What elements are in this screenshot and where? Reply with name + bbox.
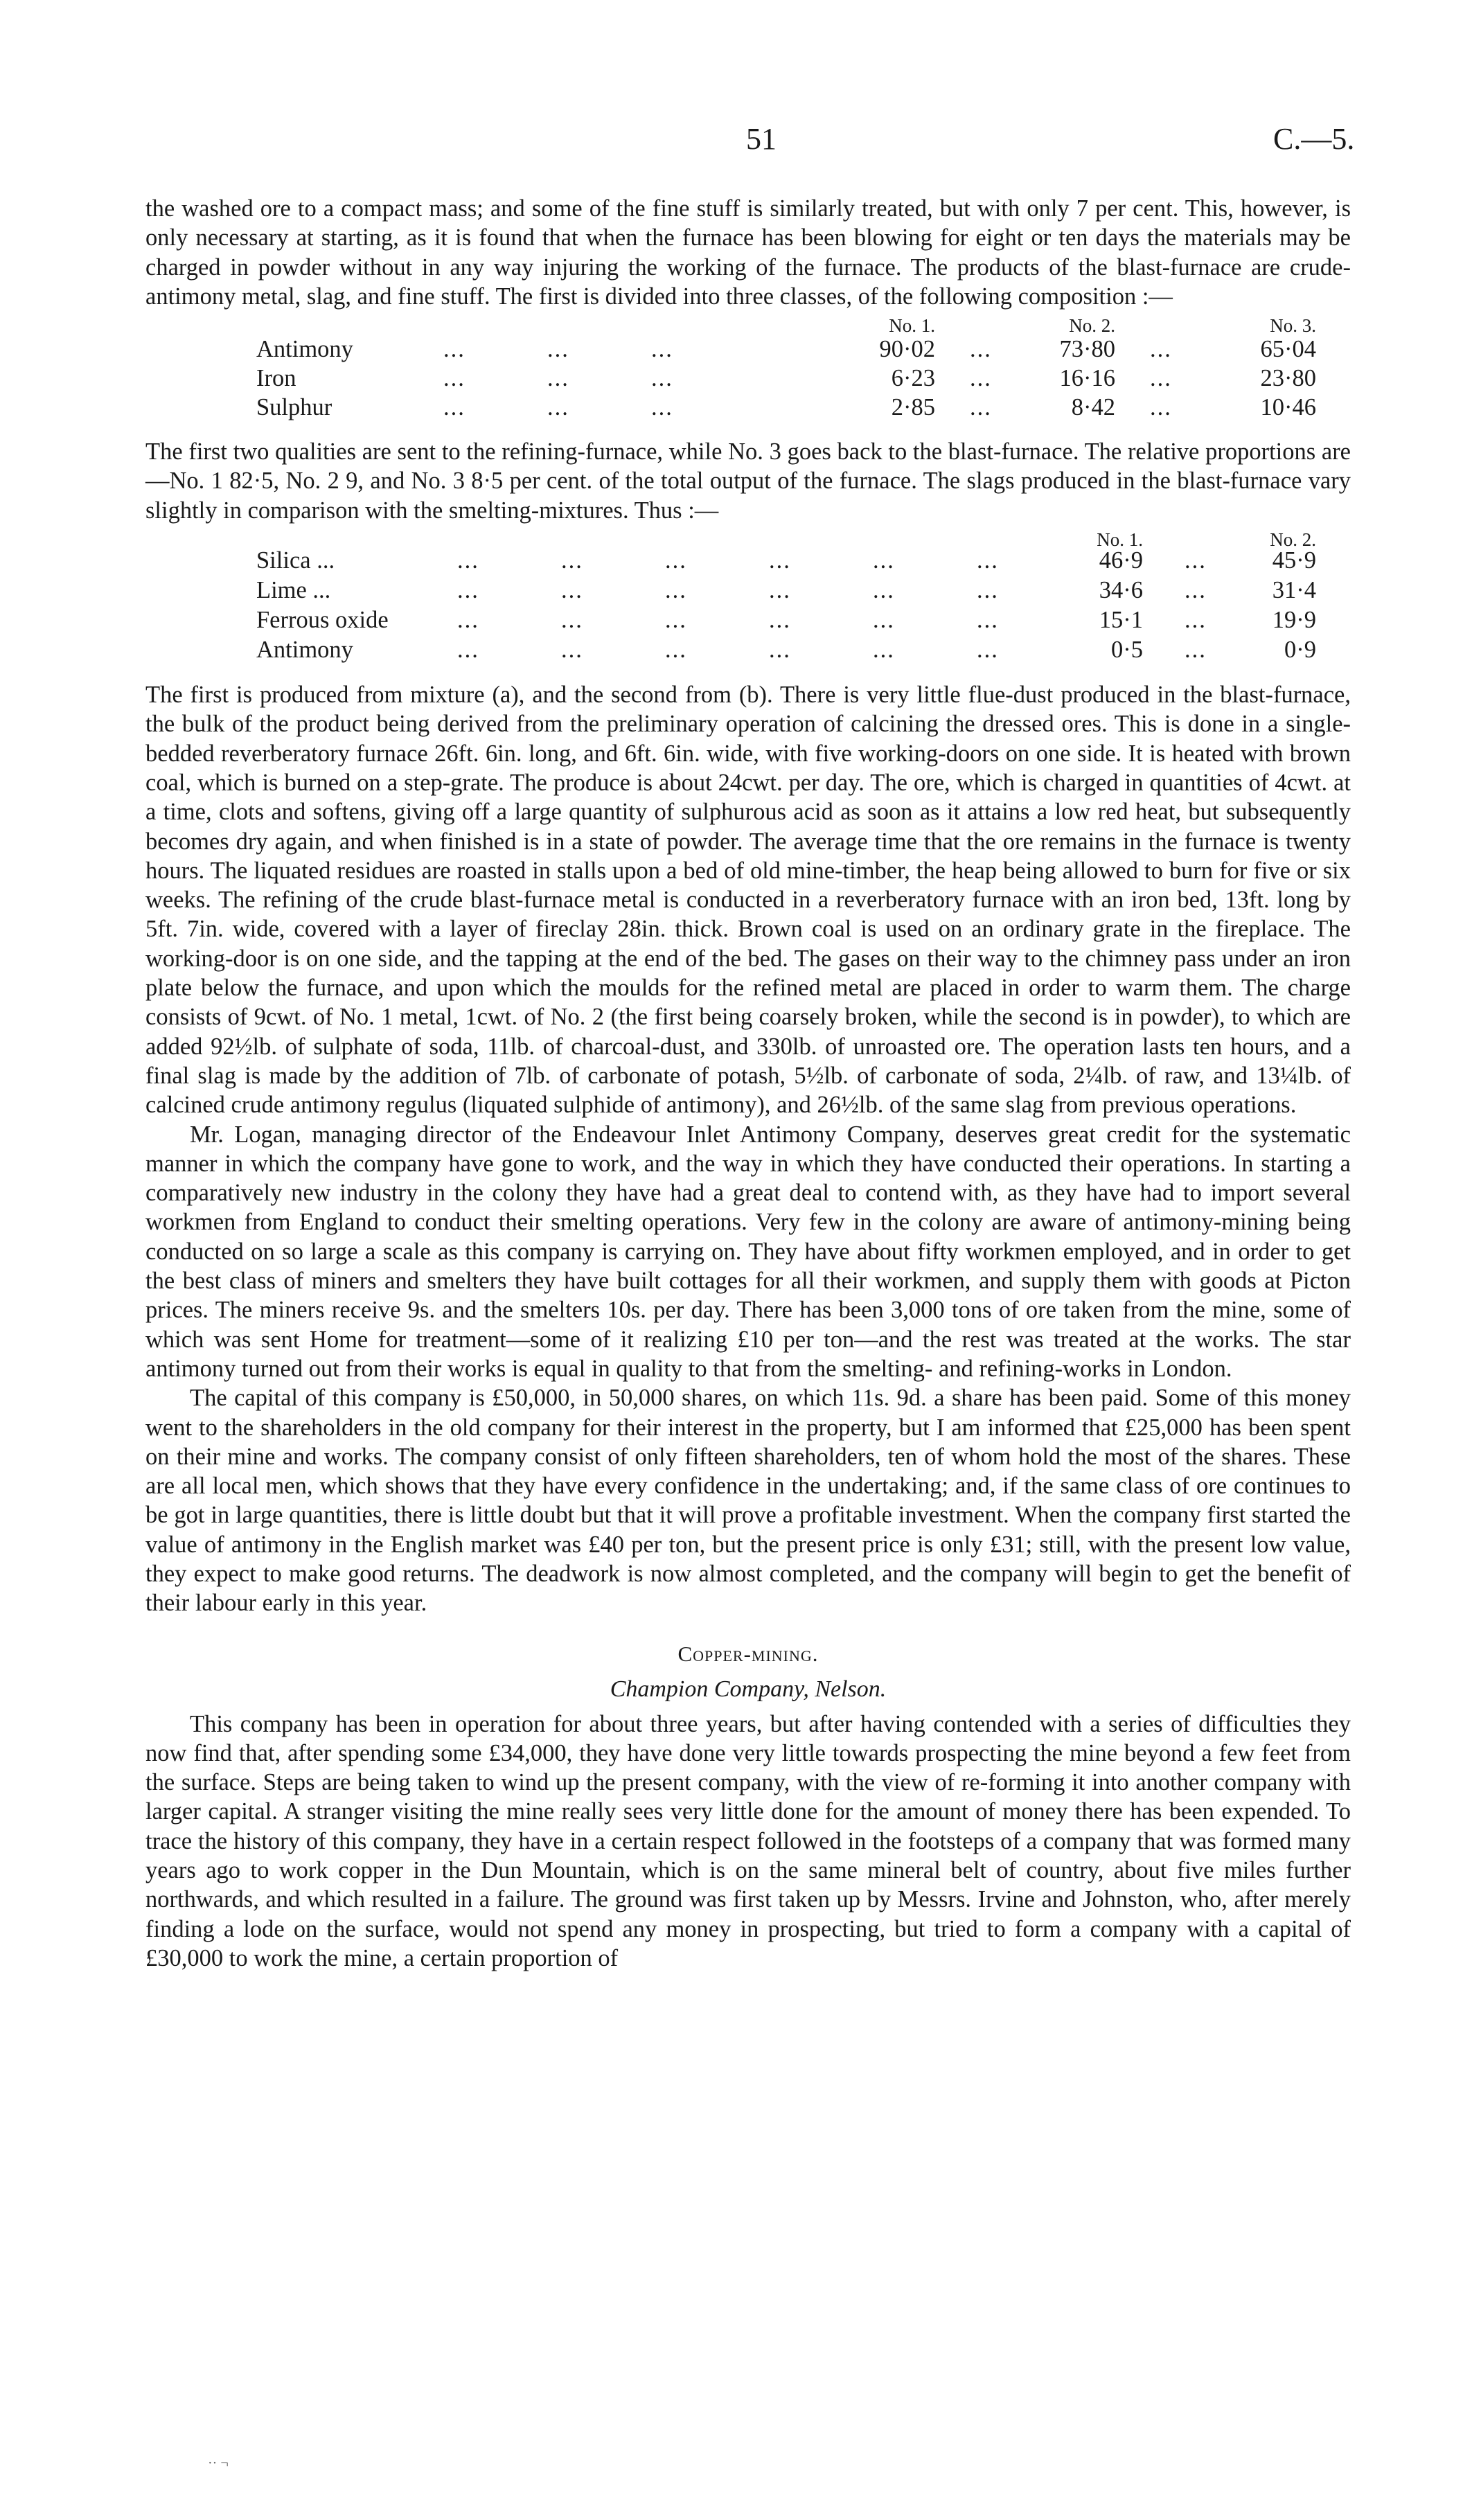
leader-dots: ... (970, 336, 992, 363)
col-header-no1: No. 1. (1097, 529, 1143, 551)
leader-dots: ... (547, 336, 569, 363)
leader-dots: ... (443, 336, 465, 363)
table-cell: 46·9 (1099, 547, 1143, 574)
table-row (145, 546, 1351, 575)
leader-dots: ... (977, 607, 999, 634)
table-cell: 34·6 (1099, 577, 1143, 604)
col-header-no2: No. 2. (1069, 315, 1115, 337)
leader-dots: ... (1185, 577, 1207, 604)
table-cell: 19·9 (1272, 607, 1316, 634)
table-row (145, 605, 1351, 635)
leader-dots: ... (769, 607, 791, 634)
paragraph-copper: This company has been in operation for about three years, but after having contended with a series of difficulties they now find that, after spending some £34,000, they have done very little towards prospecting the mine beyond a few feet from the surface. Steps are being taken to wind up the present company, with the view of re-forming it into another company with larger capital. A stranger visiting the mine really sees very little done for the amount of money there has been expended. To trace the history of this company, they have in a certain respect followed in the footsteps of a company that was formed many years ago to work copper in the Dun Mountain, which is on the same mineral belt of country, about five miles further northwards, and which resulted in a failure. The ground was first taken up by Messrs. Irvine and Johnston, who, after merely finding a lode on the surface, would not spend any money in prospecting, but tried to form a company with a capital of £30,000 to work the mine, a certain proportion of (145, 1710, 1351, 1971)
leader-dots: ... (665, 577, 687, 604)
leader-dots: ... (769, 547, 791, 574)
leader-dots: ... (769, 577, 791, 604)
row-label: Silica ... (256, 547, 335, 574)
leader-dots: ... (1150, 394, 1172, 421)
col-header-no2: No. 2. (1270, 529, 1316, 551)
leader-dots: ... (1185, 547, 1207, 574)
document-code: C.—5. (1273, 122, 1355, 156)
leader-dots: ... (651, 336, 673, 363)
row-label: Lime ... (256, 577, 331, 604)
row-label: Iron (256, 365, 296, 392)
table-cell: 73·80 (1059, 336, 1115, 363)
table-cell: 90·02 (879, 336, 935, 363)
leader-dots: ... (651, 365, 673, 392)
slag-table (145, 525, 1351, 675)
leader-dots: ... (561, 547, 583, 574)
leader-dots: ... (561, 577, 583, 604)
leader-dots: ... (457, 547, 479, 574)
table-row (145, 393, 1351, 422)
row-label: Sulphur (256, 394, 332, 421)
leader-dots: ... (769, 637, 791, 664)
col-header-no3: No. 3. (1270, 315, 1316, 337)
paragraph-intro: the washed ore to a compact mass; and some of the fine stuff is similarly treated, but with only 7 per cent. This, however, is only necessary at starting, as it is found that when the furnace has been blowing for eight or ten days the materials may be charged in powder without in any way injuring the working of the furnace. The products of the blast-furnace are crude-antimony metal, slag, and fine stuff. The first is divided into three classes, of the following composition :— (145, 195, 1351, 310)
leader-dots: ... (457, 637, 479, 664)
page-body (145, 194, 1351, 1973)
leader-dots: ... (457, 607, 479, 634)
page-mark: ·· ¬ (208, 2456, 229, 2471)
table-cell: 15·1 (1099, 607, 1143, 634)
leader-dots: ... (977, 637, 999, 664)
leader-dots: ... (970, 394, 992, 421)
leader-dots: ... (651, 394, 673, 421)
table-cell: 65·04 (1260, 336, 1316, 363)
leader-dots: ... (443, 365, 465, 392)
table-cell: 0·9 (1284, 637, 1316, 664)
leader-dots: ... (665, 607, 687, 634)
table-row (145, 364, 1351, 393)
table-row (145, 635, 1351, 664)
leader-dots: ... (1185, 607, 1207, 634)
subsection-heading: Champion Company, Nelson. (610, 1676, 887, 1702)
leader-dots: ... (1150, 336, 1172, 363)
row-label: Antimony (256, 336, 353, 363)
paragraph-after-table1: The first two qualities are sent to the refining-furnace, while No. 3 goes back to the blast-furnace. The relative proportions are—No. 1 82·5, No. 2 9, and No. 3 8·5 per cent. of the total output of the furnace. The slags produced in the blast-furnace vary slightly in comparison with the smelting-mixtures. Thus :— (145, 438, 1351, 524)
table-cell: 45·9 (1272, 547, 1316, 574)
table-cell: 10·46 (1260, 394, 1316, 421)
paragraph-logan: Mr. Logan, managing director of the Endeavour Inlet Antimony Company, deserves great credit for the systematic manner in which the company have gone to work, and the way in which they have conducted their operations. In starting a comparatively new industry in the colony they have had a great deal to contend with, as they have had to import several workmen from England to conduct their smelting operations. Very few in the colony are aware of antimony-mining being conducted on so large a scale as this company is carrying on. They have about fifty workmen employed, and in order to get the best class of miners and smelters they have built cottages for all their workmen, and supply them with goods at Picton prices. The miners receive 9s. and the smelters 10s. per day. There has been 3,000 tons of ore taken from the mine, some of which was sent Home for treatment—some of it realizing £10 per ton—and the rest was treated at the works. The star antimony turned out from their works is equal in quality to that from the smelting- and refining-works in London. (145, 1121, 1351, 1382)
leader-dots: ... (457, 577, 479, 604)
leader-dots: ... (873, 607, 895, 634)
composition-table (145, 311, 1351, 433)
paragraph-capital: The capital of this company is £50,000, in 50,000 shares, on which 11s. 9d. a share has been paid. Some of this money went to the shareholders in the old company for their interest in the property, but I am informed that £25,000 has been spent on their mine and works. The company consist of only fifteen shareholders, ten of whom hold the most of the shares. These are all local men, which shows that they have every confidence in the undertaking; and, if the same class of ore continues to be got in large quantities, there is little doubt but that it will prove a profitable investment. When the company first started the value of antimony in the English market was £40 per ton, but the present price is only £31; still, with the present low value, they expect to make good returns. The deadwork is now almost completed, and the company will begin to get the benefit of their labour early in this year. (145, 1385, 1351, 1617)
table-cell: 0·5 (1111, 637, 1143, 664)
leader-dots: ... (873, 577, 895, 604)
table-row (145, 576, 1351, 605)
leader-dots: ... (665, 547, 687, 574)
leader-dots: ... (547, 394, 569, 421)
leader-dots: ... (665, 637, 687, 664)
leader-dots: ... (977, 577, 999, 604)
table-cell: 6·23 (891, 365, 935, 392)
table-cell: 31·4 (1272, 577, 1316, 604)
table-cell: 8·42 (1071, 394, 1115, 421)
table-cell: 2·85 (891, 394, 935, 421)
leader-dots: ... (977, 547, 999, 574)
leader-dots: ... (443, 394, 465, 421)
page-number: 51 (746, 122, 777, 156)
leader-dots: ... (1185, 637, 1207, 664)
leader-dots: ... (561, 637, 583, 664)
leader-dots: ... (1150, 365, 1172, 392)
leader-dots: ... (873, 637, 895, 664)
table-row (145, 335, 1351, 364)
leader-dots: ... (547, 365, 569, 392)
leader-dots: ... (970, 365, 992, 392)
col-header-no1: No. 1. (889, 315, 935, 337)
table-cell: 16·16 (1059, 365, 1115, 392)
paragraph-refining: The first is produced from mixture (a), and the second from (b). There is very little flue-dust produced in the blast-furnace, the bulk of the product being derived from the preliminary operation of calcining the dressed ores. This is done in a single-bedded reverberatory furnace 26ft. 6in. long, and 6ft. 6in. wide, with five working-doors on one side. It is heated with brown coal, which is burned on a step-grate. The produce is about 24cwt. per day. The ore, which is charged in quantities of 4cwt. at a time, clots and softens, giving off a large quantity of sulphurous acid as soon as it attains a low red heat, but subsequently becomes dry again, and when finished is in a state of powder. The average time that the ore remains in the furnace is twenty hours. The liquated residues are roasted in stalls upon a bed of old mine-timber, the heap being allowed to burn for five or six weeks. The refining of the crude blast-furnace metal is conducted in a reverberatory furnace with an iron bed, 13ft. long by 5ft. 7in. wide, covered with a layer of fireclay 28in. thick. Brown coal is used on an ordinary grate in the fireplace. The working-door is on one side, and the tapping at the end of the bed. The gases on their way to the chimney pass under an iron plate below the furnace, and upon which the moulds for the refined metal are placed in order to warm them. The charge consists of 9cwt. of No. 1 metal, 1cwt. of No. 2 (the first being coarsely broken, while the second is in powder), to which are added 92½lb. of sulphate of soda, 11lb. of charcoal-dust, and 330lb. of unroasted ore. The operation lasts ten hours, and a final slag is made by the addition of 7lb. of carbonate of potash, 5½lb. of carbonate of soda, 2¼lb. of raw, and 13¼lb. of calcined crude antimony regulus (liquated sulphide of antimony), and 26½lb. of the same slag from previous operations. (145, 682, 1351, 1119)
row-label: Antimony (256, 637, 353, 664)
leader-dots: ... (561, 607, 583, 634)
leader-dots: ... (873, 547, 895, 574)
row-label: Ferrous oxide (256, 607, 389, 634)
section-heading: Copper-mining. (677, 1641, 819, 1666)
table-cell: 23·80 (1260, 365, 1316, 392)
